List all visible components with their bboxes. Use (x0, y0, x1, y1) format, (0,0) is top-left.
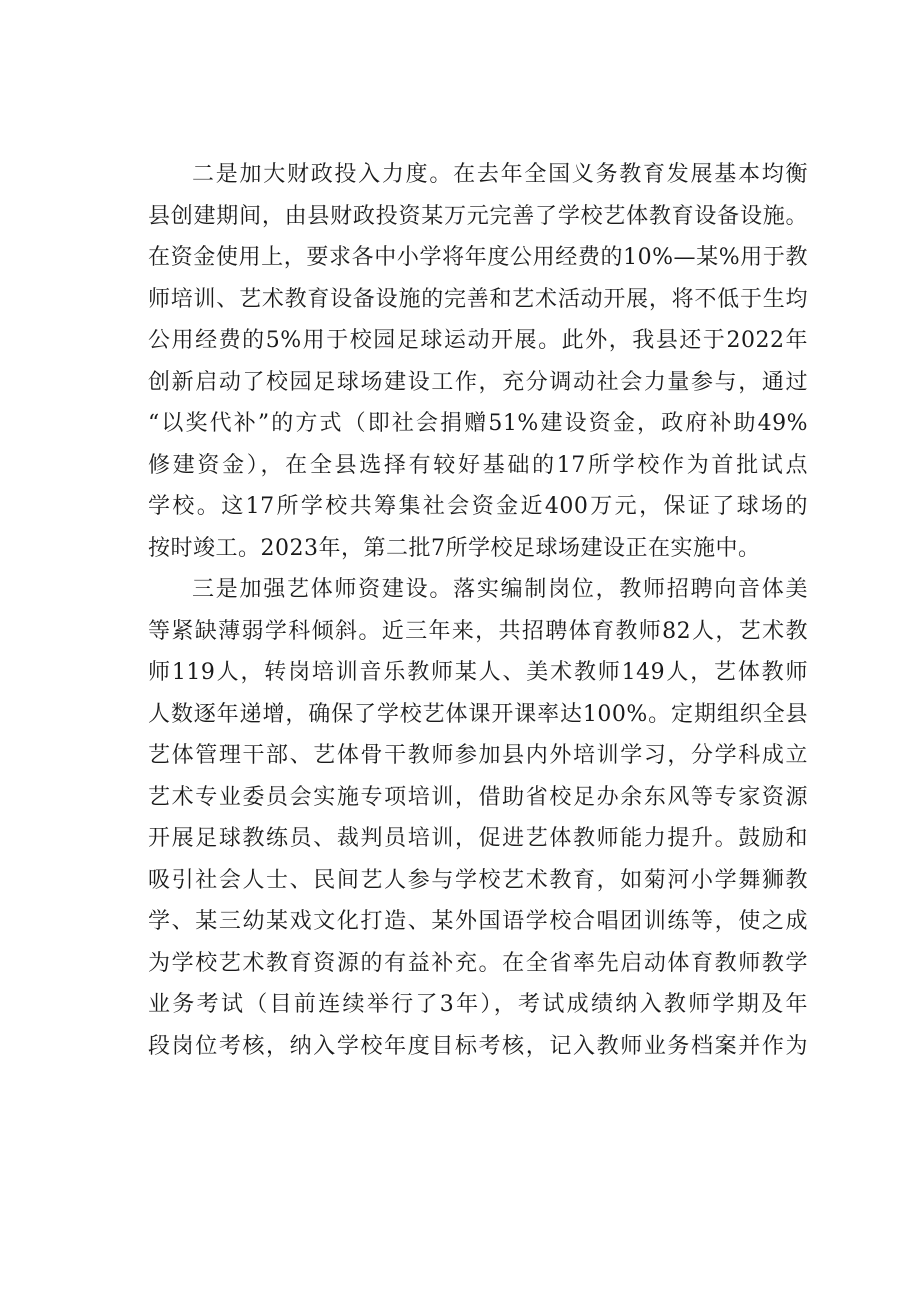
paragraph-line: 按时竣工。2023年，第二批7所学校足球场建设正在实施中。 (148, 535, 761, 561)
paragraph-line: 县创建期间，由县财政投资某万元完善了学校艺体教育设备设施。 (148, 203, 808, 229)
paragraph-line: 在资金使用上，要求各中小学将年度公用经费的10%—某%用于教 (148, 245, 808, 270)
paragraph-line: 为学校艺术教育资源的有益补充。在全省率先启动体育教师教学 (148, 950, 808, 976)
paragraph-line: 吸引社会人士、民间艺人参与学校艺术教育，如菊河小学舞狮教 (148, 867, 808, 893)
paragraph-line: 等紧缺薄弱学科倾斜。近三年来，共招聘体育教师82人，艺术教 (148, 618, 808, 644)
paragraph-line: 师培训、艺术教育设备设施的完善和艺术活动开展，将不低于生均 (148, 286, 808, 312)
paragraph-financial-investment (148, 154, 808, 569)
paragraph-line: 学校。这17所学校共筹集社会资金近400万元，保证了球场的 (148, 494, 808, 519)
paragraph-line: 学、某三幼某戏文化打造、某外国语学校合唱团训练等，使之成 (148, 909, 808, 934)
paragraph-teacher-staffing (148, 569, 808, 1067)
paragraph-line: 师119人，转岗培训音乐教师某人、美术教师149人，艺体教师 (148, 660, 808, 685)
paragraph-line: 创新启动了校园足球场建设工作，充分调动社会力量参与，通过 (148, 369, 808, 395)
paragraph-line: 公用经费的5%用于校园足球运动开展。此外，我县还于2022年 (148, 328, 808, 353)
paragraph-line: 人数逐年递增，确保了学校艺体课开课率达100%。定期组织全县 (148, 701, 808, 727)
paragraph-line: 艺术专业委员会实施专项培训，借助省校足办余东风等专家资源 (148, 784, 808, 810)
paragraph-line: 二是加大财政投入力度。在去年全国义务教育发展基本均衡 (192, 162, 808, 187)
paragraph-line: 开展足球教练员、裁判员培训，促进艺体教师能力提升。鼓励和 (148, 826, 808, 851)
document-body (148, 154, 808, 1067)
paragraph-line: 修建资金），在全县选择有较好基础的17所学校作为首批试点 (148, 452, 808, 478)
paragraph-line: “以奖代补”的方式（即社会捐赠51%建设资金，政府补助49% (148, 411, 808, 436)
paragraph-line: 艺体管理干部、艺体骨干教师参加县内外培训学习，分学科成立 (148, 743, 808, 768)
paragraph-line: 三是加强艺体师资建设。落实编制岗位，教师招聘向音体美 (192, 577, 808, 602)
paragraph-line: 业务考试（目前连续举行了3年），考试成绩纳入教师学期及年 (148, 992, 808, 1017)
paragraph-line: 段岗位考核，纳入学校年度目标考核，记入教师业务档案并作为 (148, 1033, 808, 1059)
